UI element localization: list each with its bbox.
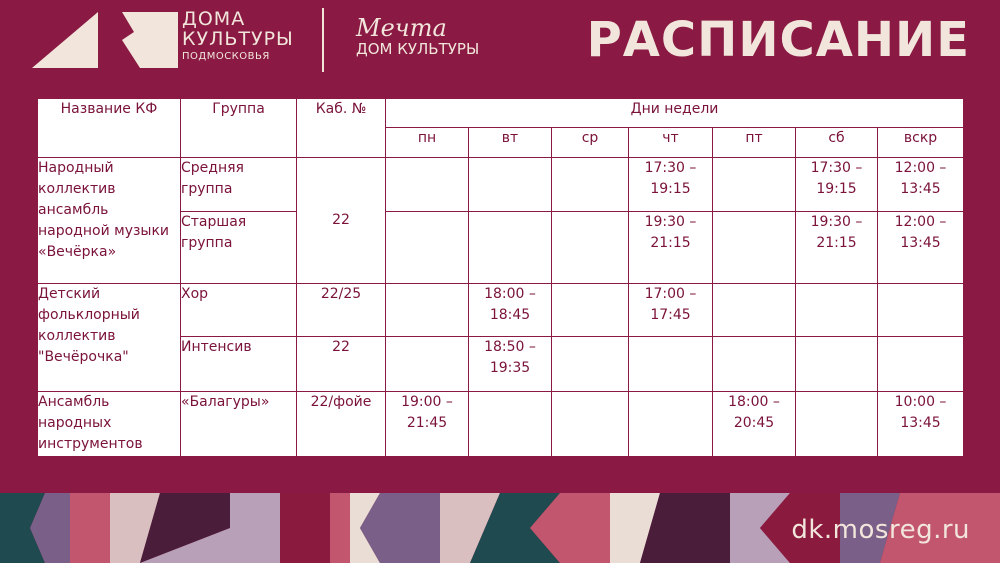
doma-kultury-logo-icon [30, 10, 180, 70]
col-header-room: Каб. № [297, 99, 386, 158]
schedule-cell: 12:00 – 13:45 [878, 158, 964, 212]
schedule-cell [713, 284, 796, 337]
mechta-logo [356, 16, 479, 58]
schedule-cell [713, 158, 796, 212]
site-url[interactable]: dk.mosreg.ru [791, 515, 970, 545]
schedule-cell [878, 337, 964, 392]
group-name: Интенсив [181, 337, 297, 392]
table-row [38, 158, 964, 212]
table-row [38, 284, 964, 337]
group-name: Старшая группа [181, 212, 297, 284]
mechta-logo-script: Мечта [356, 14, 447, 42]
schedule-cell: 18:00 – 18:45 [469, 284, 552, 337]
schedule-cell [386, 337, 469, 392]
day-header: пн [386, 128, 469, 158]
day-header: вскр [878, 128, 964, 158]
schedule-cell: 18:50 – 19:35 [469, 337, 552, 392]
group-name: Средняя группа [181, 158, 297, 212]
schedule-cell [878, 284, 964, 337]
schedule-cell [386, 158, 469, 212]
schedule-cell [713, 337, 796, 392]
page-title: РАСПИСАНИЕ [586, 12, 970, 68]
schedule-cell [796, 337, 878, 392]
table-row [38, 392, 964, 457]
col-header-group: Группа [181, 99, 297, 158]
schedule-cell: 17:30 – 19:15 [629, 158, 713, 212]
schedule-cell [629, 392, 713, 457]
schedule-cell [552, 158, 629, 212]
schedule-cell [469, 392, 552, 457]
day-header: чт [629, 128, 713, 158]
schedule-cell [386, 212, 469, 284]
collective-name: Детский фольклорный коллектив "Вечёрочка" [38, 284, 181, 392]
header-row [38, 99, 964, 128]
schedule-cell: 12:00 – 13:45 [878, 212, 964, 284]
schedule-cell: 19:00 – 21:45 [386, 392, 469, 457]
logo-line-2: КУЛЬТУРЫ [182, 28, 294, 50]
schedule-cell: 19:30 – 21:15 [629, 212, 713, 284]
schedule-cell [713, 212, 796, 284]
schedule-cell [386, 284, 469, 337]
schedule-cell: 10:00 – 13:45 [878, 392, 964, 457]
day-header: ср [552, 128, 629, 158]
header [0, 0, 1000, 80]
schedule-cell: 18:00 – 20:45 [713, 392, 796, 457]
day-header: сб [796, 128, 878, 158]
header-divider [322, 8, 324, 72]
col-header-name: Название КФ [38, 99, 181, 158]
doma-kultury-logo-text [182, 10, 294, 65]
schedule-cell [552, 212, 629, 284]
schedule-cell [552, 337, 629, 392]
collective-name: Народный коллектив ансамбль народной музыки «Вечёрка» [38, 158, 181, 284]
schedule-cell [469, 212, 552, 284]
day-header: пт [713, 128, 796, 158]
group-name: «Балагуры» [181, 392, 297, 457]
room-number: 22 [297, 158, 386, 284]
col-header-days: Дни недели [386, 99, 964, 128]
schedule-panel [37, 98, 963, 456]
schedule-cell [796, 392, 878, 457]
schedule-cell [796, 284, 878, 337]
schedule-cell [469, 158, 552, 212]
room-number: 22/фойе [297, 392, 386, 457]
room-number: 22/25 [297, 284, 386, 337]
schedule-cell: 17:30 – 19:15 [796, 158, 878, 212]
room-number: 22 [297, 337, 386, 392]
logo-line-1: ДОМА [182, 8, 246, 30]
day-header: вт [469, 128, 552, 158]
schedule-table [37, 98, 964, 457]
schedule-cell: 19:30 – 21:15 [796, 212, 878, 284]
mechta-logo-subtitle: ДОМ КУЛЬТУРЫ [356, 40, 480, 58]
schedule-cell [552, 284, 629, 337]
logo-line-3: ПОДМОСКОВЬЯ [182, 51, 270, 62]
schedule-cell [629, 337, 713, 392]
collective-name: Ансамбль народных инструментов [38, 392, 181, 457]
schedule-cell: 17:00 – 17:45 [629, 284, 713, 337]
schedule-cell [552, 392, 629, 457]
group-name: Хор [181, 284, 297, 337]
